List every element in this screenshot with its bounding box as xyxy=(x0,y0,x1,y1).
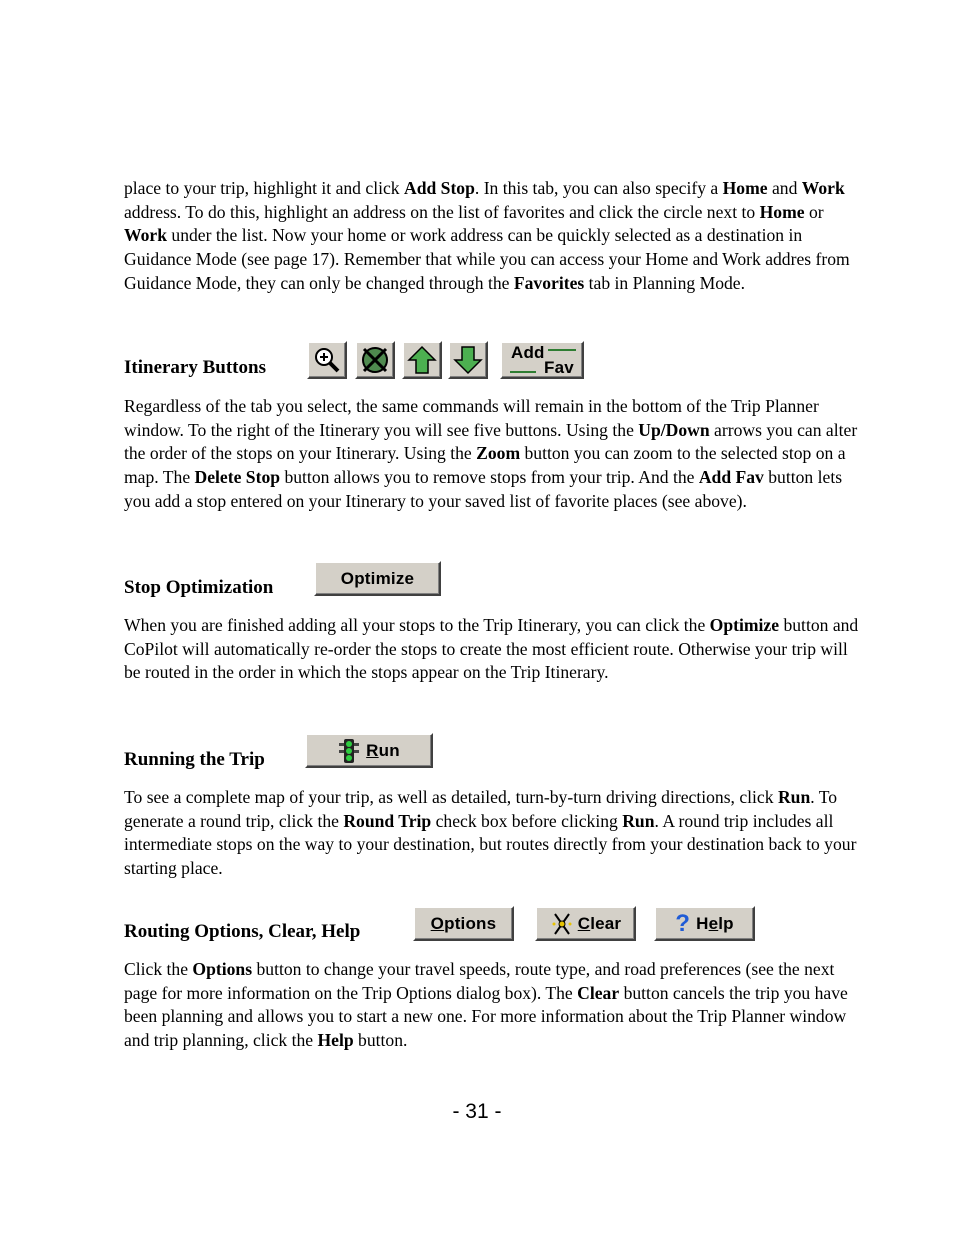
move-up-button[interactable] xyxy=(402,341,442,379)
optimize-button[interactable]: Optimize xyxy=(314,561,441,596)
add-fav-line-icon-2 xyxy=(510,371,536,373)
page-number: - 31 - xyxy=(452,1100,502,1123)
help-button[interactable] xyxy=(654,906,755,941)
magnifier-zoom-icon xyxy=(310,344,344,376)
options-button-label: ptions xyxy=(444,913,497,933)
traffic-light-icon xyxy=(338,738,360,764)
question-mark-icon: ? xyxy=(675,909,691,937)
zoom-button[interactable] xyxy=(307,341,347,379)
running-the-trip-heading: Running the Trip xyxy=(124,749,265,770)
itinerary-buttons-heading: Itinerary Buttons xyxy=(124,357,266,378)
run-button[interactable] xyxy=(305,733,433,768)
arrow-up-icon xyxy=(405,344,439,376)
move-down-button[interactable] xyxy=(448,341,488,379)
options-button[interactable] xyxy=(413,906,514,941)
intro-paragraph: place to your trip, highlight it and click Add Stop. In this tab, you can also specify a Home and Work address. To do this, highlight an address on the list of favorites and click the circle next to Home or Work under the list. Now your home or work address can be quickly selected as a destination in Guidance Mode (see page 17). Remember that while you can access your Home and Work addres from Guidance Mode, they can only be changed through the Favorites tab in Planning Mode. xyxy=(124,178,850,293)
help-button-label: lp xyxy=(718,913,734,933)
arrow-down-icon xyxy=(451,344,485,376)
add-fav-button[interactable] xyxy=(500,341,584,379)
run-paragraph: To see a complete map of your trip, as well as detailed, turn-by-turn driving directions, click Run. To generate a round trip, click the Round Trip check box before clicking Run. A round trip includes all intermediate stops on the way to your destination, but routes directly from your destination back to your starting place. xyxy=(124,787,857,879)
options-button-mnemonic: O xyxy=(430,913,445,933)
routing-paragraph: Click the Options button to change your travel speeds, route type, and road preferences (see the next page for more information on the Trip Options dialog box). The Clear button cancels the trip you have been planning and allows you to start a new one. For more information about the Trip Planner window and trip planning, click the Help button. xyxy=(124,959,848,1051)
stop-optimization-heading: Stop Optimization xyxy=(124,577,274,598)
add-fav-line-icon xyxy=(548,349,576,351)
help-button-first: H xyxy=(696,913,709,933)
itinerary-paragraph: Regardless of the tab you select, the same commands will remain in the bottom of the Trip Planner window. To the right of the Itinerary you will see five buttons. Using the Up/Down arrows you can alter the order of the stops on your Itinerary. Using the Zoom button you can zoom to the selected stop on a map. The Delete Stop button allows you to remove stops from your trip. And the Add Fav button lets you add a stop entered on your Itinerary to your saved list of favorite places (see above). xyxy=(124,396,858,511)
clear-button-mnemonic: C xyxy=(577,913,591,933)
optimize-paragraph: When you are finished adding all your stops to the Trip Itinerary, you can click the Optimize button and CoPilot will automatically re-order the stops to create the most efficient route. Otherwise your trip will be routed in the order in which the stops appear on the Trip Itinerary. xyxy=(124,615,859,683)
add-fav-bottom-label: Fav xyxy=(544,358,574,377)
run-button-mnemonic: R xyxy=(366,740,379,760)
clear-sparkle-icon xyxy=(550,911,574,937)
delete-stop-button[interactable] xyxy=(355,341,395,379)
clear-button[interactable] xyxy=(535,906,636,941)
add-fav-top-label: Add xyxy=(511,343,545,362)
help-button-mnemonic: e xyxy=(708,913,719,933)
run-button-label: un xyxy=(378,740,400,760)
clear-button-label: lear xyxy=(590,913,622,933)
delete-stop-icon xyxy=(358,344,392,376)
routing-options-heading: Routing Options, Clear, Help xyxy=(124,921,361,942)
